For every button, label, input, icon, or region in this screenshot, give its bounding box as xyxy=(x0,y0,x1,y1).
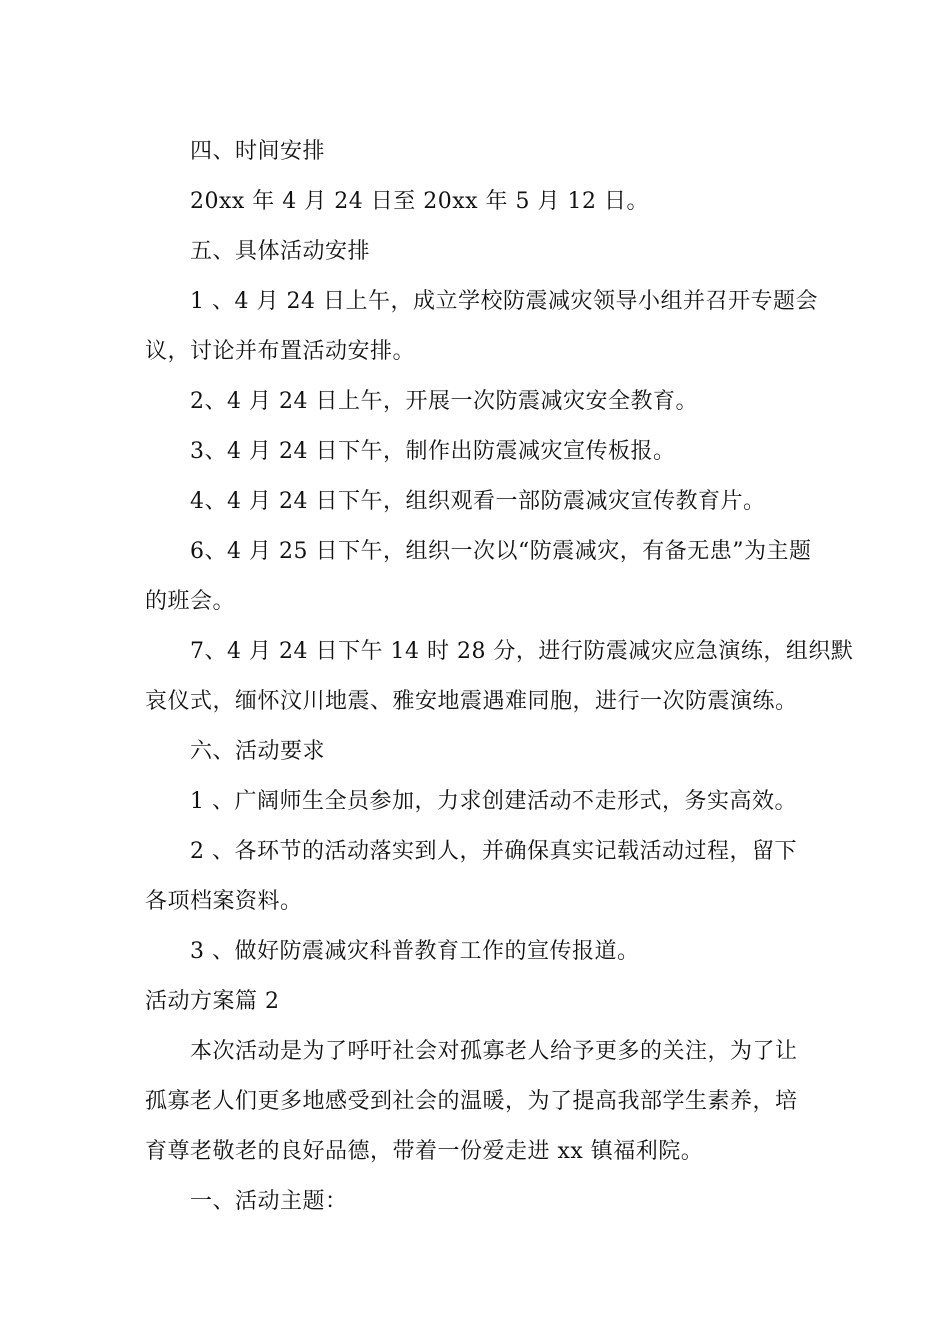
heading-activity-requirements: 六、活动要求 xyxy=(190,739,326,764)
paragraph-line: 2 、各环节的活动落实到人，并确保真实记载活动过程，留下 xyxy=(190,839,797,864)
paragraph-line: 7、4 月 24 日下午 14 时 28 分，进行防震减灾应急演练，组织默 xyxy=(190,639,854,664)
section-title: 活动方案篇 2 xyxy=(145,989,280,1014)
paragraph-line: 4、4 月 24 日下午，组织观看一部防震减灾宣传教育片。 xyxy=(190,489,766,514)
heading-activity-schedule: 五、具体活动安排 xyxy=(190,239,371,264)
paragraph-line: 各项档案资料。 xyxy=(145,889,303,914)
paragraph-line: 3、4 月 24 日下午，制作出防震减灾宣传板报。 xyxy=(190,439,676,464)
paragraph-line: 1 、广阔师生全员参加，力求创建活动不走形式，务实高效。 xyxy=(190,789,797,814)
paragraph-line: 本次活动是为了呼吁社会对孤寡老人给予更多的关注，为了让 xyxy=(190,1039,798,1064)
paragraph-line: 育尊老敬老的良好品德，带着一份爱走进 xx 镇福利院。 xyxy=(145,1139,704,1164)
paragraph-line: 2、4 月 24 日上午，开展一次防震减灾安全教育。 xyxy=(190,389,698,414)
paragraph-line: 6、4 月 25 日下午，组织一次以“防震减灾，有备无患”为主题 xyxy=(190,539,812,564)
paragraph-line: 议，讨论并布置活动安排。 xyxy=(145,339,416,364)
paragraph-line: 孤寡老人们更多地感受到社会的温暖，为了提高我部学生素养，培 xyxy=(145,1089,798,1114)
paragraph-line: 3 、做好防震减灾科普教育工作的宣传报道。 xyxy=(190,939,640,964)
heading-time-schedule: 四、时间安排 xyxy=(190,139,326,164)
paragraph-line: 1 、4 月 24 日上午，成立学校防震减灾领导小组并召开专题会 xyxy=(190,289,818,314)
paragraph-line: 哀仪式，缅怀汶川地震、雅安地震遇难同胞，进行一次防震演练。 xyxy=(145,689,798,714)
paragraph-line: 的班会。 xyxy=(145,589,236,614)
paragraph-line: 20xx 年 4 月 24 日至 20xx 年 5 月 12 日。 xyxy=(190,189,650,214)
heading-activity-theme: 一、活动主题： xyxy=(190,1189,348,1214)
